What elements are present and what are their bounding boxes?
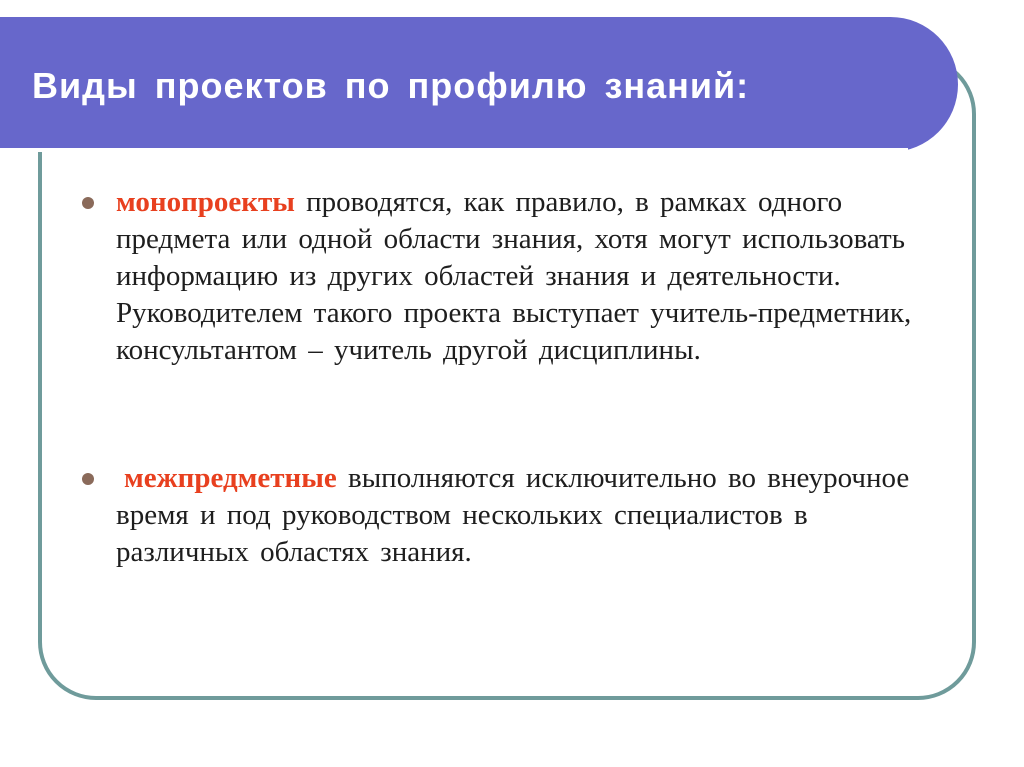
bullet-term: межпредметные xyxy=(124,462,337,494)
bullet-item-interdisciplinary xyxy=(116,460,942,571)
slide-title: Виды проектов по профилю знаний: xyxy=(32,65,750,106)
title-bar xyxy=(0,17,958,152)
content-frame xyxy=(38,56,976,700)
bullet-item-monoprojects xyxy=(116,184,942,369)
title-underline xyxy=(0,148,908,152)
bullet-dot-icon xyxy=(82,473,94,485)
bullet-text: проводятся, как правило, в рамках одного предмета или одной области знания, хотя могут использовать информацию из других областей знания и деятельности. Руководителем такого проекта выступает учитель-предметник, консультантом – учитель другой дисциплины. xyxy=(116,186,912,366)
bullet-term: монопроекты xyxy=(116,186,295,218)
bullet-text: выполняются исключительно во внеурочное время и под руководством нескольких специалистов в различных областях знания. xyxy=(116,462,910,568)
bullet-dot-icon xyxy=(82,197,94,209)
